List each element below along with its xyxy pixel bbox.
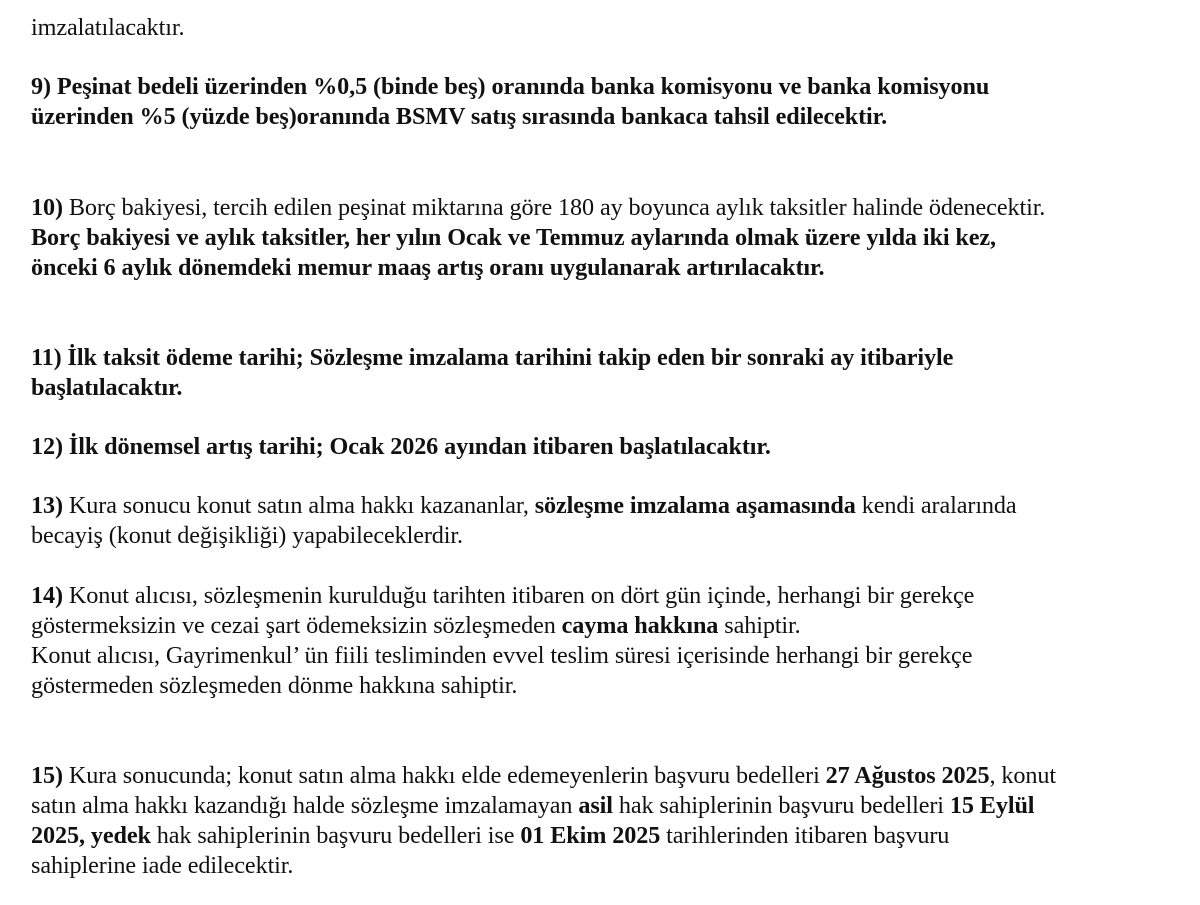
item-15-text-c: , konut	[989, 762, 1056, 789]
item-15-yedek: 2025, yedek	[31, 822, 151, 849]
item-13-text-c: kendi aralarında	[855, 492, 1017, 519]
item-15-line-1	[31, 761, 1056, 791]
item-12-line-1: 12) İlk dönemsel artış tarihi; Ocak 2026 ayından itibaren başlatılacaktır.	[31, 433, 771, 460]
item-9-line-2: üzerinden %5 (yüzde beş)oranında BSMV satış sırasında bankaca tahsil edilecektir.	[31, 103, 888, 130]
item-13-text-a: Kura sonucu konut satın alma hakkı kazananlar,	[62, 492, 535, 519]
item-14-text: Konut alıcısı, sözleşmenin kurulduğu tarihten itibaren on dört gün içinde, herhangi bir gerekçe	[62, 582, 975, 609]
item-15-line-2	[31, 791, 1034, 821]
item-15-line-4: sahiplerine iade edilecektir.	[31, 852, 294, 879]
item-15-text-g: tarihlerinden itibaren başvuru	[660, 822, 950, 849]
lead-text: imzalatılacaktır.	[31, 14, 185, 41]
item-15-asil: asil	[578, 792, 613, 819]
item-13-line-2: becayiş (konut değişikliği) yapabileceklerdir.	[31, 522, 463, 549]
item-15-text-e: hak sahiplerinin başvuru bedelleri	[612, 792, 950, 819]
item-10-line-3: önceki 6 aylık dönemdeki memur maaş artış oranı uygulanarak artırılacaktır.	[31, 254, 825, 281]
item-15-text-a: Kura sonucunda; konut satın alma hakkı elde edemeyenlerin başvuru bedelleri	[62, 762, 826, 789]
item-13-emphasis: sözleşme imzalama aşamasında	[534, 492, 856, 519]
item-14-line-3: Konut alıcısı, Gayrimenkul’ ün fiili tesliminden evvel teslim süresi içerisinde herhangi bir gerekçe	[31, 642, 973, 669]
item-14-line-1	[31, 581, 974, 611]
item-10-text: Borç bakiyesi, tercih edilen peşinat miktarına göre 180 ay boyunca aylık taksitler halinde ödenecektir.	[62, 194, 1046, 221]
item-10-number: 10)	[31, 194, 63, 221]
item-15-date-2: 15 Eylül	[949, 792, 1035, 819]
item-14-text-a: göstermeksizin ve cezai şart ödemeksizin sözleşmeden	[31, 612, 562, 639]
item-15-text-d: satın alma hakkı kazandığı halde sözleşme imzalamayan	[31, 792, 579, 819]
item-15-line-3	[31, 821, 949, 851]
item-13-number: 13)	[31, 492, 63, 519]
item-14-line-4: göstermeden sözleşmeden dönme hakkına sahiptir.	[31, 672, 518, 699]
item-11-line-2: başlatılacaktır.	[31, 374, 183, 401]
item-13-line-1	[31, 491, 1017, 521]
item-11-line-1: 11) İlk taksit ödeme tarihi; Sözleşme imzalama tarihini takip eden bir sonraki ay itibariyle	[31, 344, 954, 371]
item-10-line-1	[31, 193, 1045, 223]
item-15-text-f: hak sahiplerinin başvuru bedelleri ise	[150, 822, 521, 849]
item-14-emphasis: cayma hakkına	[561, 612, 719, 639]
item-14-number: 14)	[31, 582, 63, 609]
item-15-date-3: 01 Ekim 2025	[520, 822, 661, 849]
item-15-number: 15)	[31, 762, 63, 789]
item-14-text-c: sahiptir.	[718, 612, 801, 639]
item-9-line-1: 9) Peşinat bedeli üzerinden %0,5 (binde beş) oranında banka komisyonu ve banka komisyonu	[31, 73, 990, 100]
item-15-date-1: 27 Ağustos 2025	[825, 762, 990, 789]
item-10-line-2: Borç bakiyesi ve aylık taksitler, her yılın Ocak ve Temmuz aylarında olmak üzere yılda iki kez,	[31, 224, 996, 251]
item-14-line-2	[31, 611, 801, 641]
